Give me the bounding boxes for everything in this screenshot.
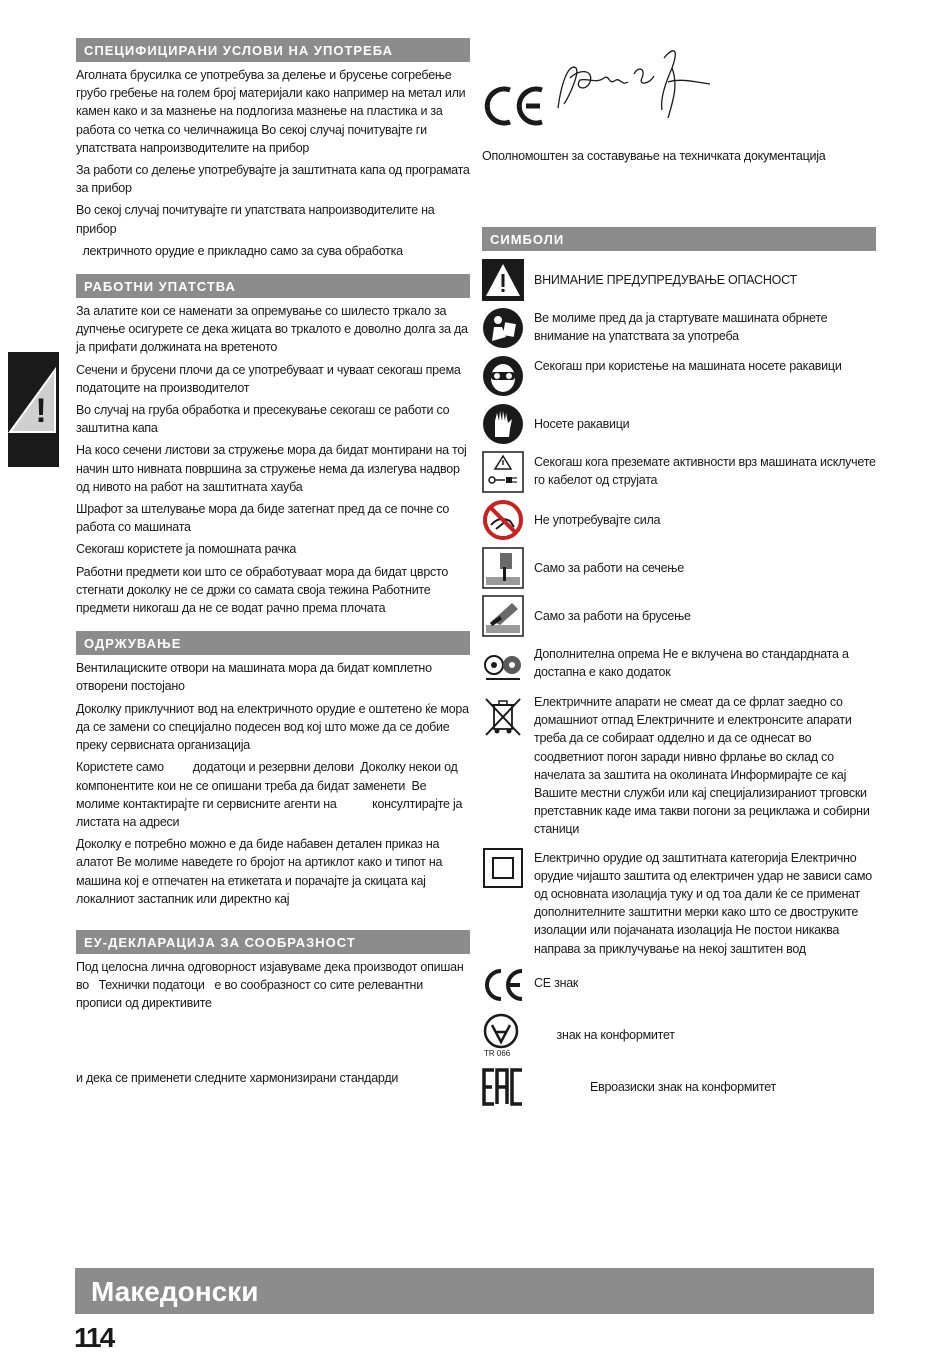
ce-icon — [482, 964, 524, 1006]
grinding-icon — [482, 595, 524, 637]
authorized-person-line: Ополномоштен за составување на техничката документација — [482, 149, 826, 163]
symbol-text: ВНИМАНИЕ ПРЕДУПРЕДУВАЊЕ ОПАСНОСТ — [534, 273, 797, 287]
section-eu-declaration — [76, 930, 470, 1087]
section-title: СПЕЦИФИЦИРАНИ УСЛОВИ НА УПОТРЕБА — [76, 38, 470, 62]
symbol-text: Само за работи на брусење — [534, 609, 691, 623]
symbol-text: CE знак — [534, 975, 579, 990]
paragraph: Под целосна лична одговорност изјавуваме дека производот опишан во Технички податоци е во сообразност со сите релевантни прописи од директивите — [76, 959, 467, 1011]
section-intended-use — [76, 38, 470, 260]
cutting-icon — [482, 547, 524, 589]
eac-icon — [482, 1066, 524, 1108]
warning-side-tab — [8, 352, 59, 467]
symbol-text: Ве молиме пред да ја стартувате машината обрнете внимание на упатствата за употреба — [534, 311, 828, 344]
left-column — [76, 38, 470, 1101]
symbol-text: Секогаш при користење на машината носете ракавици — [534, 359, 842, 373]
symbol-row — [482, 355, 876, 397]
symbol-row — [482, 403, 876, 445]
warning-icon — [482, 259, 524, 301]
symbol-row — [482, 1012, 876, 1058]
paragraph: Работни предмети кои што се обработуваат мора да бидат цврсто стегнати доколку не се држи со самата своја тежина Работните предмети никогаш да не се водат рачно према плочата — [76, 564, 449, 616]
symbol-row — [482, 691, 876, 839]
accessory-icon — [482, 643, 524, 685]
section-title: РАБОТНИ УПАТСТВА — [76, 274, 470, 298]
symbol-row — [482, 847, 876, 958]
paragraph: Доколку е потребно можно е да биде набавен детален приказ на алатот Ве молиме наведете го бројот на артиклот како и типот на машина кој е отпечатен на етикетата и порачајте ја скицата кај локалниот застапник или директно кај — [76, 837, 443, 906]
section-working-instructions — [76, 274, 470, 617]
paragraph: и дека се применети следните хармонизирани стандарди — [76, 1070, 399, 1085]
section-maintenance — [76, 631, 470, 908]
symbol-text: Евроазиски знак на конформитет — [590, 1079, 777, 1094]
class-ii-icon — [482, 847, 524, 889]
symbol-row — [482, 547, 876, 589]
paragraph: Шрафот за штелување мора да биде затегнат пред да се почне со работа со машината — [76, 502, 450, 535]
symbol-text: Носете ракавици — [534, 417, 630, 431]
ce-mark-icon — [482, 84, 546, 128]
section-title: ОДРЖУВАЊЕ — [76, 631, 470, 655]
svg-text:!: ! — [35, 392, 47, 430]
symbol-text: Не употребувајте сила — [534, 513, 661, 527]
section-title: ЕУ-ДЕКЛАРАЦИЈА ЗА СООБРАЗНОСТ — [76, 930, 470, 954]
gloves-icon — [482, 403, 524, 445]
symbol-row — [482, 1066, 876, 1108]
paragraph: За алатите кои се наменати за опремување со шилесто тркало за дупчење осигурете се дека жицата во тркалото е доволно долга за да ја прифати должината на вретеното — [76, 304, 468, 355]
signature-image — [550, 38, 720, 128]
symbol-row — [482, 259, 876, 301]
paragraph: Аголната брусилка се употребува за делење и брусење согребење грубо гребење на голем број материјали како например на метал или камен како и за мазнење на подлогиза мазнење на пластика и за работа со четка со челичнажица Во секој случај почитувајте ги упатствата напроизводителите на прибор — [76, 68, 466, 155]
warning-triangle-icon — [8, 366, 59, 438]
symbol-text: Секогаш кога преземате активности врз машината исклучете го кабелот од струјата — [534, 455, 876, 488]
no-force-icon — [482, 499, 524, 541]
paragraph: Секогаш користете ја помошната рачка — [76, 542, 297, 557]
paragraph: лектричното орудие е прикладно само за сува обработка — [76, 243, 403, 258]
symbol-text: знак на конформитет — [534, 1027, 675, 1042]
right-column — [482, 38, 876, 1114]
symbol-text: Електрично орудие од заштитната категорија Електрично орудие чијашто заштита од електричен удар не зависи само од основната изолација туку и од тоа дали ќе се применат дополнителните заштитни мерки како што се двоструките изолации или појачаната изолација Не постои никаква направа за приклучување на некој заштитен вод — [534, 850, 872, 956]
symbol-text: Дополнителна опрема Не е вклучена во стандардната а достапна е како додаток — [534, 647, 849, 680]
symbol-row — [482, 451, 876, 493]
paragraph: Во секој случај почитувајте ги упатствата напроизводителите на прибор — [76, 203, 435, 236]
symbol-row — [482, 499, 876, 541]
weee-bin-icon — [482, 691, 524, 741]
symbol-row — [482, 595, 876, 637]
paragraph: Користете само додатоци и резервни делови Доколку некои од компонентите кои не се опишани треба да бидат заменети Ве молиме контактирајте ги сервисните агенти на консултирајте ја листата на адреси — [76, 760, 466, 829]
symbol-text: Само за работи на сечење — [534, 561, 684, 575]
unplug-icon — [482, 451, 524, 493]
paragraph: На косо сечени листови за стружење мора да бидат монтирани на тој начин што нивната површина за стружење нема да излегува надвор од нивото на работ на заштитната хауба — [76, 443, 467, 494]
paragraph: Вентилациските отвори на машината мора да бидат комплетно отворени постојано — [76, 661, 432, 694]
paragraph: Доколку приклучниот вод на електричното орудие е оштетено ќе мора да се замени со специјално подесен вод кој што може да се добие преку сервисната организација — [76, 701, 469, 753]
symbol-row — [482, 964, 876, 1006]
symbol-row — [482, 643, 876, 685]
language-footer: Македонски — [75, 1268, 874, 1314]
read-manual-icon — [482, 307, 524, 349]
ukrsepro-label: TR 066 — [484, 1048, 511, 1058]
paragraph: Сечени и брусени плочи да се употребуваат и чуваат секогаш према податоците на производителот — [76, 362, 461, 395]
symbol-row — [482, 307, 876, 349]
page-number: 114 — [74, 1322, 114, 1353]
paragraph: За работи со делење употребувајте ја заштитната капа од програмата за прибор — [76, 163, 470, 196]
ukrsepro-icon — [482, 1012, 524, 1058]
eye-protection-icon — [482, 355, 524, 397]
symbols-title: СИМБОЛИ — [482, 227, 876, 251]
paragraph: Во случај на груба обработка и пресекување секогаш се работи со заштитна капа — [76, 403, 450, 436]
symbol-text: Електричните апарати не смеат да се фрлат заедно со домашниот отпад Електричните и електронсите апарати треба да се собираат одделно и да се однесат во соодветниот погон заради нивно фрлање во склад со начелата за заштита на околината Информирајте се кај Вашите местни служби или кај специјализираниот трговски претставник каде има такви погони за рециклажа и собирни станици — [534, 695, 870, 837]
